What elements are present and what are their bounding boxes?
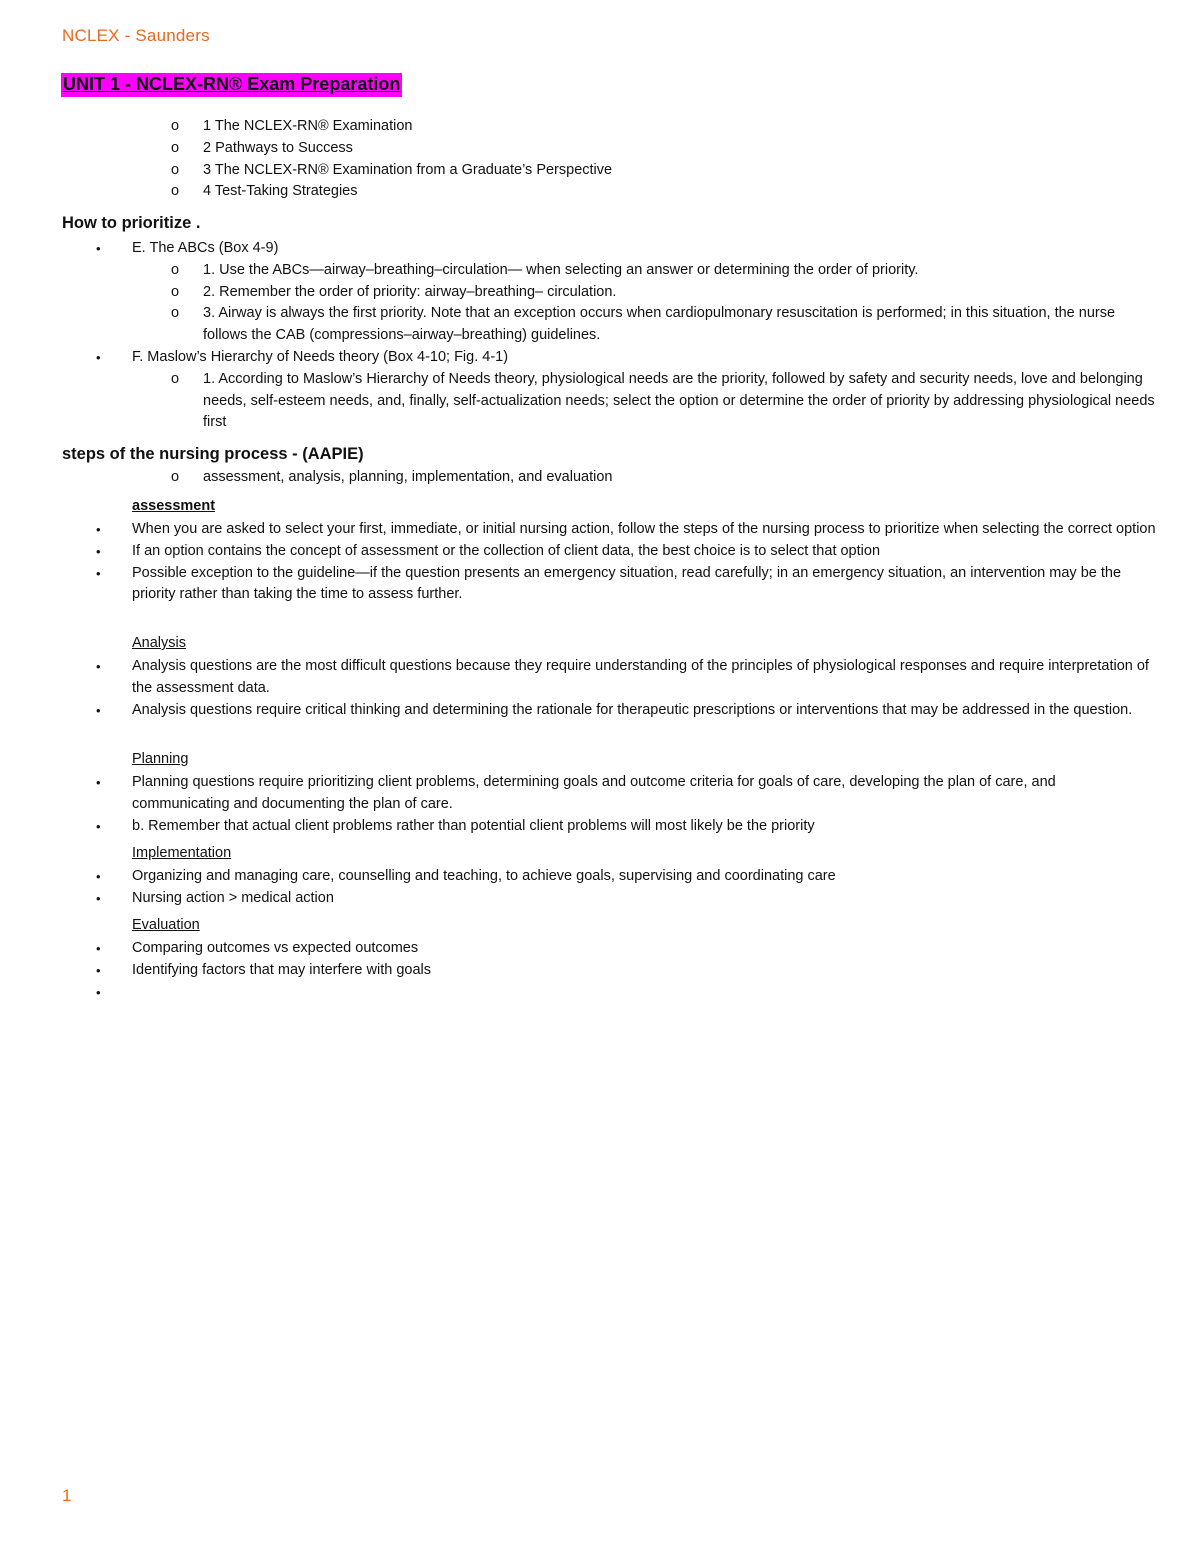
list-item: • Analysis questions are the most difficult questions because they require understanding of the principles of physiological responses and require interpretation of the assessment data. [96, 658, 1149, 696]
list-marker: o [171, 161, 180, 178]
list-item: • E. The ABCs (Box 4-9) [0, 238, 1200, 260]
list-marker: • [96, 818, 101, 834]
list-marker: • [96, 241, 101, 256]
list-item: o 1. Use the ABCs—airway–breathing–circulation— when selecting an answer or determining the order of priority. [0, 260, 1200, 282]
list-marker: • [96, 543, 101, 559]
list-item: • Nursing action > medical action [0, 888, 1200, 910]
list-marker: • [96, 702, 101, 718]
list-marker: • [96, 984, 101, 1000]
evaluation-subheading: Evaluation [132, 917, 200, 933]
nursing-process-summary [0, 467, 1200, 489]
evaluation-list [0, 938, 1200, 1003]
list-item: • Planning questions require prioritizing client problems, determining goals and outcome criteria for goals of care, developing the plan of care, and communicating and documenting the plan of care. [96, 774, 1056, 812]
planning-subheading: Planning [132, 751, 189, 767]
planning-list [0, 772, 1200, 837]
list-marker: • [96, 941, 101, 956]
implementation-list [0, 866, 1200, 910]
list-marker: o [171, 370, 180, 387]
list-item: • F. Maslow’s Hierarchy of Needs theory (Box 4-10; Fig. 4-1) [0, 347, 1200, 369]
list-marker: o [171, 118, 180, 134]
list-marker: o [171, 139, 180, 156]
list-item: o 2 Pathways to Success [0, 138, 1200, 160]
list-marker: • [96, 565, 101, 581]
list-item: • When you are asked to select your first, immediate, or initial nursing action, follow the steps of the nursing process to prioritize when selecting the correct option [0, 519, 1200, 541]
list-item: • Possible exception to the guideline—if the question presents an emergency situation, read carefully; in an emergency situation, an intervention may be the priority rather than taking the time to assess further. [96, 564, 1122, 603]
unit-item-list [0, 116, 1200, 203]
analysis-subheading: Analysis [132, 635, 186, 651]
list-marker: o [171, 469, 180, 485]
list-marker: • [96, 349, 101, 365]
list-item: o 2. Remember the order of priority: airway–breathing– circulation. [0, 282, 1200, 304]
analysis-list [0, 656, 1200, 721]
prioritize-heading: How to prioritize . [62, 214, 201, 232]
list-item: o 1. According to Maslow’s Hierarchy of Needs theory, physiological needs are the priority, followed by safety and security needs, love and belonging needs, self-esteem needs, and, finally, self-actualization needs; select the option or determine the order of priority by addressing physiological needs first [171, 370, 1155, 431]
implementation-subheading: Implementation [132, 845, 232, 861]
list-item: o 4 Test-Taking Strategies [0, 181, 1200, 203]
list-marker: • [96, 522, 101, 537]
list-item: o assessment, analysis, planning, implementation, and evaluation [0, 467, 1200, 489]
list-marker: o [171, 305, 180, 322]
list-item: • Identifying factors that may interfere with goals [0, 960, 1200, 982]
list-item: o 3. Airway is always the first priority. Note that an exception occurs when cardiopulmonary resuscitation is performed; in this situation, the nurse follows the CAB (compressions–airway–breathing) guidelines. [171, 305, 1116, 344]
list-item: o 1 The NCLEX-RN® Examination [0, 116, 1200, 138]
list-item: • Organizing and managing care, counselling and teaching, to achieve goals, supervising and coordinating care [0, 866, 1200, 888]
list-marker: • [96, 659, 101, 674]
page-header: NCLEX - Saunders [62, 26, 210, 45]
unit-title: UNIT 1 - NCLEX-RN® Exam Preparation [61, 73, 402, 97]
list-marker: • [96, 869, 101, 884]
list-item: • b. Remember that actual client problems rather than potential client problems will most likely be the priority [0, 816, 1200, 838]
list-item: o 3 The NCLEX-RN® Examination from a Graduate’s Perspective [0, 160, 1200, 182]
list-marker: o [171, 283, 180, 300]
list-marker: • [96, 962, 101, 978]
page-number: 1 [62, 1486, 72, 1505]
assessment-list [0, 519, 1200, 606]
prioritize-list [0, 238, 1200, 434]
list-marker: • [96, 775, 101, 790]
list-marker: o [171, 183, 180, 200]
list-item [0, 982, 1200, 1004]
list-item: • If an option contains the concept of assessment or the collection of client data, the best choice is to select that option [0, 541, 1200, 563]
list-marker: o [171, 261, 180, 278]
list-item: • Comparing outcomes vs expected outcomes [0, 938, 1200, 960]
list-marker: • [96, 890, 101, 906]
nursing-process-heading: steps of the nursing process - (AAPIE) [62, 445, 364, 463]
assessment-subheading: assessment [132, 498, 216, 514]
list-item: • Analysis questions require critical thinking and determining the rationale for therapeutic prescriptions or interventions that may be addressed in the question. [0, 700, 1200, 722]
